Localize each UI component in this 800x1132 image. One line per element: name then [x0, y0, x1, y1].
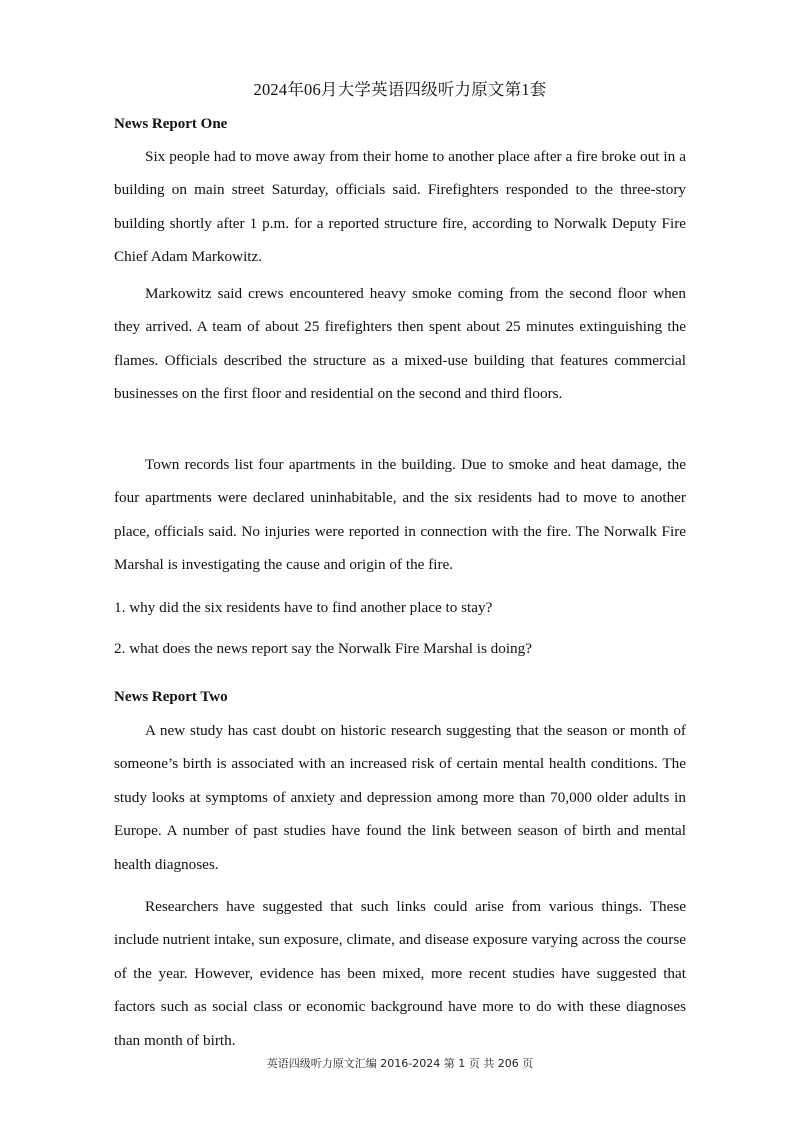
report-one-question-1: 1. why did the six residents have to find another place to stay?: [114, 599, 493, 616]
report-two-paragraph-1: A new study has cast doubt on historic research suggesting that the season or month of someone’s birth is associated with an increased risk of certain mental health conditions. The study looks at symptoms of anxiety and depression among more than 70,000 older adults in Europe. A number of past studies have found the link between season of birth and mental health diagnoses.: [114, 722, 686, 873]
report-one-paragraph-3: Town records list four apartments in the building. Due to smoke and heat damage, the four apartments were declared uninhabitable, and the six residents had to move to another place, officials said. No injuries were reported in connection with the fire. The Norwalk Fire Marshal is investigating the cause and origin of the fire.: [114, 456, 686, 574]
page-footer: [0, 1055, 800, 1071]
report-one-question-2: 2. what does the news report say the Norwalk Fire Marshal is doing?: [114, 640, 532, 657]
report-one-paragraph-1: Six people had to move away from their home to another place after a fire broke out in a building on main street Saturday, officials said. Firefighters responded to the three-story building shortly after 1 p.m. for a reported structure fire, according to Norwalk Deputy Fire Chief Adam Markowitz.: [114, 148, 686, 266]
footer-page-info: 英语四级听力原文汇编 2016-2024 第 1 页 共 206 页: [266, 1057, 534, 1070]
document-title: 2024年06月大学英语四级听力原文第1套: [253, 80, 547, 99]
news-report-one-heading: News Report One: [114, 116, 228, 132]
report-one-paragraph-2: Markowitz said crews encountered heavy smoke coming from the second floor when they arrived. A team of about 25 firefighters then spent about 25 minutes extinguishing the flames. Officials described the structure as a mixed-use building that features commercial businesses on the first floor and residential on the second and third floors.: [114, 285, 686, 403]
report-two-paragraph-2: Researchers have suggested that such links could arise from various things. These include nutrient intake, sun exposure, climate, and disease exposure varying across the course of the year. However, evidence has been mixed, more recent studies have suggested that factors such as social class or economic background have more to do with these diagnoses than month of birth.: [114, 898, 686, 1049]
news-report-two-heading: News Report Two: [114, 689, 228, 705]
